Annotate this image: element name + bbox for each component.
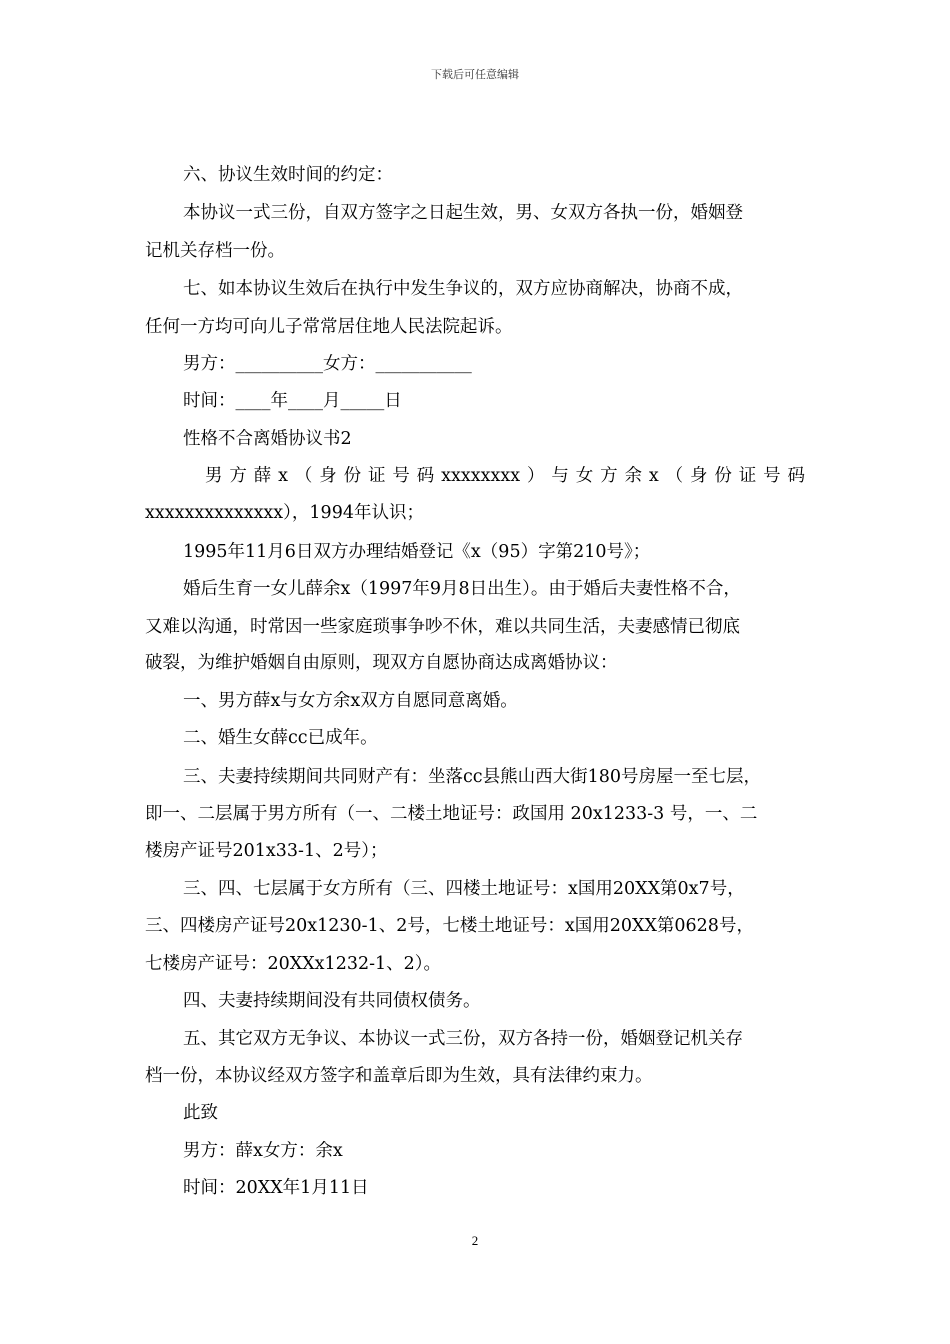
parties-token: 男 <box>205 466 223 486</box>
page-number: 2 <box>471 1233 479 1248</box>
parties-token: xxxxxxxx <box>441 466 521 486</box>
paragraph-line: 任何一方均可向儿子常常居住地人民法院起诉。 <box>145 317 513 337</box>
paragraph-line: 1995年11月6日双方办理结婚登记《x（95）字第210号》； <box>183 542 651 562</box>
document-title: 性格不合离婚协议书2 <box>183 429 352 449</box>
date-line: 时间：20XX年1月11日 <box>183 1178 369 1198</box>
paragraph-line: 即一、二层属于男方所有（一、二楼土地证号：政国用 20x1233-3 号，一、二 <box>145 804 758 824</box>
date-line: 时间：____年____月_____日 <box>183 391 402 411</box>
paragraph-line: 又难以沟通，时常因一些家庭琐事争吵不休，难以共同生活，夫妻感情已彻底 <box>145 617 740 637</box>
parties-token: 证 <box>368 466 386 486</box>
parties-token: 份 <box>343 466 362 486</box>
parties-token: x <box>648 466 659 486</box>
parties-token: 方 <box>229 466 247 486</box>
clause-one: 一、男方薛x与女方余x双方自愿同意离婚。 <box>183 691 518 711</box>
paragraph-line: 破裂，为维护婚姻自由原则，现双方自愿协商达成离婚协议： <box>145 653 618 673</box>
signature-line: 男方：薛x女方：余x <box>183 1141 343 1161</box>
paragraph-line: 婚后生育一女儿薛余x（1997年9月8日出生）。由于婚后夫妻性格不合， <box>183 579 741 599</box>
clause-two: 二、婚生女薛cc已成年。 <box>183 728 378 748</box>
parties-token: 身 <box>689 466 708 486</box>
paragraph-line: 档一份，本协议经双方签字和盖章后即为生效，具有法律约束力。 <box>145 1066 653 1086</box>
parties-token: 证 <box>738 466 757 486</box>
signature-line: 男方：__________女方：___________ <box>183 354 472 374</box>
paragraph-line: 本协议一式三份，自双方签字之日起生效，男、女双方各执一份，婚姻登 <box>183 203 743 223</box>
parties-token: 份 <box>714 466 732 486</box>
paragraph-line: 七楼房产证号：20XXx1232-1、2）。 <box>145 954 442 974</box>
page-header: 下载后可任意编辑 <box>431 68 519 81</box>
parties-token: （ <box>665 466 684 486</box>
paragraph-line: 楼房产证号201x33-1、2号）； <box>145 841 388 861</box>
parties-token: 身 <box>319 466 337 486</box>
clause-four: 四、夫妻持续期间没有共同债权债务。 <box>183 991 481 1011</box>
clause-three: 三、夫妻持续期间共同财产有：坐落cc县熊山西大街180号房屋一至七层， <box>183 767 762 787</box>
parties-line <box>205 465 805 487</box>
clause-three-cont: 三、四、七层属于女方所有（三、四楼土地证号：x国用20XX第0x7号， <box>183 879 745 899</box>
parties-token: 码 <box>416 466 435 486</box>
parties-token: 号 <box>763 466 781 486</box>
paragraph-line: 记机关存档一份。 <box>145 241 285 261</box>
parties-token: 方 <box>600 466 618 486</box>
parties-token: ） <box>526 466 545 486</box>
parties-token: 码 <box>787 466 805 486</box>
section-seven-line: 七、如本协议生效后在执行中发生争议的，双方应协商解决，协商不成， <box>183 279 743 299</box>
closing: 此致 <box>183 1103 218 1123</box>
parties-token: 余 <box>624 466 642 486</box>
parties-token: 薛 <box>253 466 272 486</box>
parties-token: （ <box>294 466 313 486</box>
clause-five: 五、其它双方无争议、本协议一式三份，双方各持一份，婚姻登记机关存 <box>183 1029 743 1049</box>
parties-token: x <box>278 466 288 486</box>
parties-token: 号 <box>392 466 410 486</box>
parties-token: 与 <box>551 466 569 486</box>
parties-token: 女 <box>575 466 594 486</box>
paragraph-line: xxxxxxxxxxxxxx），1994年认识； <box>145 503 424 523</box>
section-six-heading: 六、协议生效时间的约定： <box>183 165 393 185</box>
paragraph-line: 三、四楼房产证号20x1230-1、2号，七楼土地证号：x国用20XX第0628号， <box>145 916 754 936</box>
